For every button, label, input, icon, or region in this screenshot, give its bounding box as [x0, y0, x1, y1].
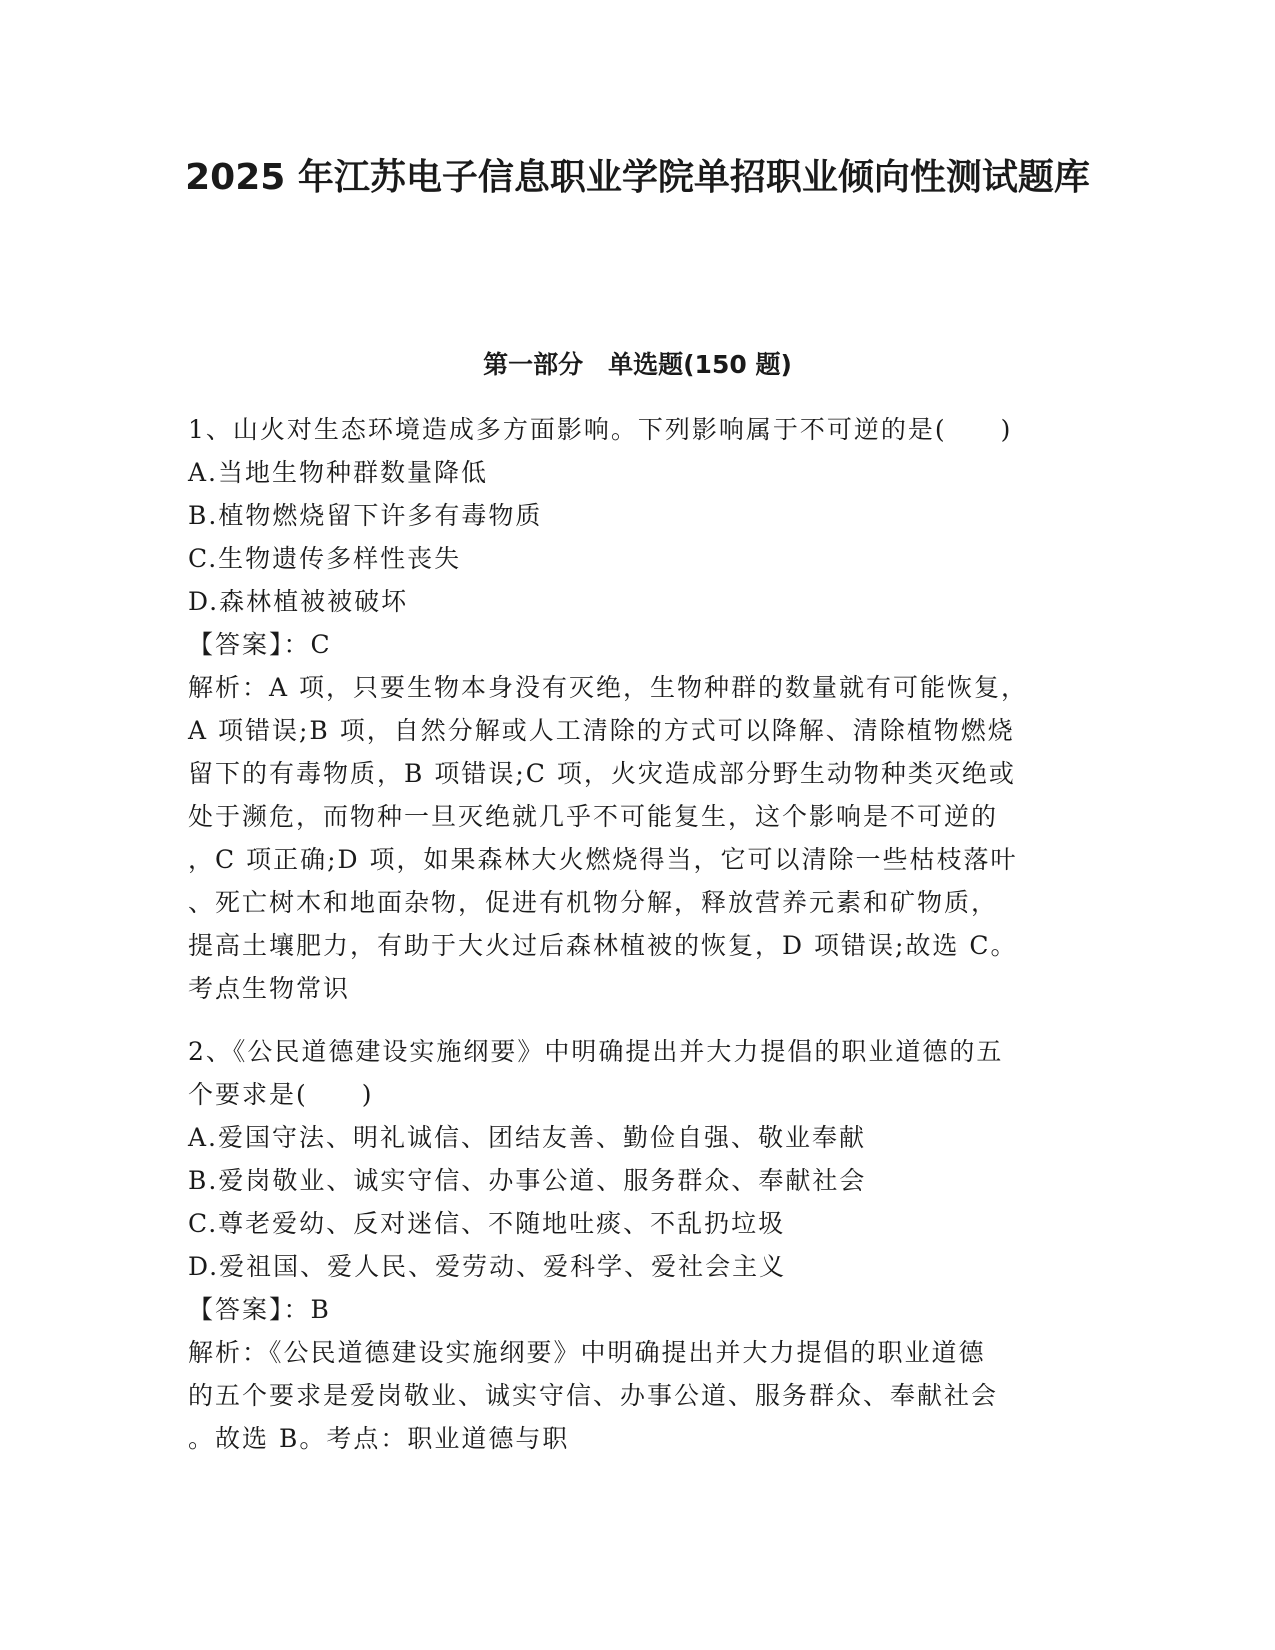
- option-b: B.植物燃烧留下许多有毒物质: [188, 501, 543, 530]
- analysis-line: 处于濒危，而物种一旦灭绝就几乎不可能复生，这个影响是不可逆的: [188, 802, 999, 831]
- option-d: D.森林植被被破坏: [188, 587, 409, 616]
- analysis-line: 提高土壤肥力，有助于大火过后森林植被的恢复，D 项错误;故选 C。: [188, 931, 1018, 960]
- option-d: D.爱祖国、爱人民、爱劳动、爱科学、爱社会主义: [188, 1252, 787, 1281]
- analysis-line: 。故选 B。考点：职业道德与职: [188, 1424, 570, 1453]
- question-stem: 个要求是( ): [188, 1080, 374, 1109]
- answer: 【答案】：C: [188, 630, 332, 659]
- answer: 【答案】：B: [188, 1295, 331, 1324]
- analysis-line: 考点生物常识: [188, 974, 351, 1003]
- analysis-line: 、死亡树木和地面杂物，促进有机物分解，释放营养元素和矿物质，: [188, 888, 999, 917]
- question-1: [188, 408, 1078, 1010]
- option-c: C.尊老爱幼、反对迷信、不随地吐痰、不乱扔垃圾: [188, 1209, 786, 1238]
- question-2: [188, 1030, 1078, 1460]
- question-stem: 1、山火对生态环境造成多方面影响。下列影响属于不可逆的是( ): [188, 415, 1013, 444]
- option-b: B.爱岗敬业、诚实守信、办事公道、服务群众、奉献社会: [188, 1166, 867, 1195]
- analysis-line: 留下的有毒物质，B 项错误;C 项，火灾造成部分野生动物种类灭绝或: [188, 759, 1016, 788]
- analysis-line: ，C 项正确;D 项，如果森林大火燃烧得当，它可以清除一些枯枝落叶: [188, 845, 1018, 874]
- question-spacer: [188, 1010, 1078, 1030]
- question-stem: 2、《公民道德建设实施纲要》中明确提出并大力提倡的职业道德的五: [188, 1037, 1004, 1066]
- option-a: A.爱国守法、明礼诚信、团结友善、勤俭自强、敬业奉献: [188, 1123, 867, 1152]
- document-title: 2025 年江苏电子信息职业学院单招职业倾向性测试题库: [185, 157, 1090, 198]
- analysis: [188, 1331, 1078, 1460]
- section-heading: 第一部分 单选题(150 题): [483, 350, 792, 379]
- option-c: C.生物遗传多样性丧失: [188, 544, 462, 573]
- analysis: [188, 666, 1078, 1010]
- question-list: [188, 408, 1078, 1460]
- analysis-line: A 项错误;B 项，自然分解或人工清除的方式可以降解、清除植物燃烧: [188, 716, 1015, 745]
- analysis-line: 解析：A 项，只要生物本身没有灭绝，生物种群的数量就有可能恢复，: [188, 673, 1029, 702]
- analysis-line: 解析：《公民道德建设实施纲要》中明确提出并大力提倡的职业道德: [188, 1338, 986, 1367]
- analysis-line: 的五个要求是爱岗敬业、诚实守信、办事公道、服务群众、奉献社会: [188, 1381, 999, 1410]
- option-a: A.当地生物种群数量降低: [188, 458, 489, 487]
